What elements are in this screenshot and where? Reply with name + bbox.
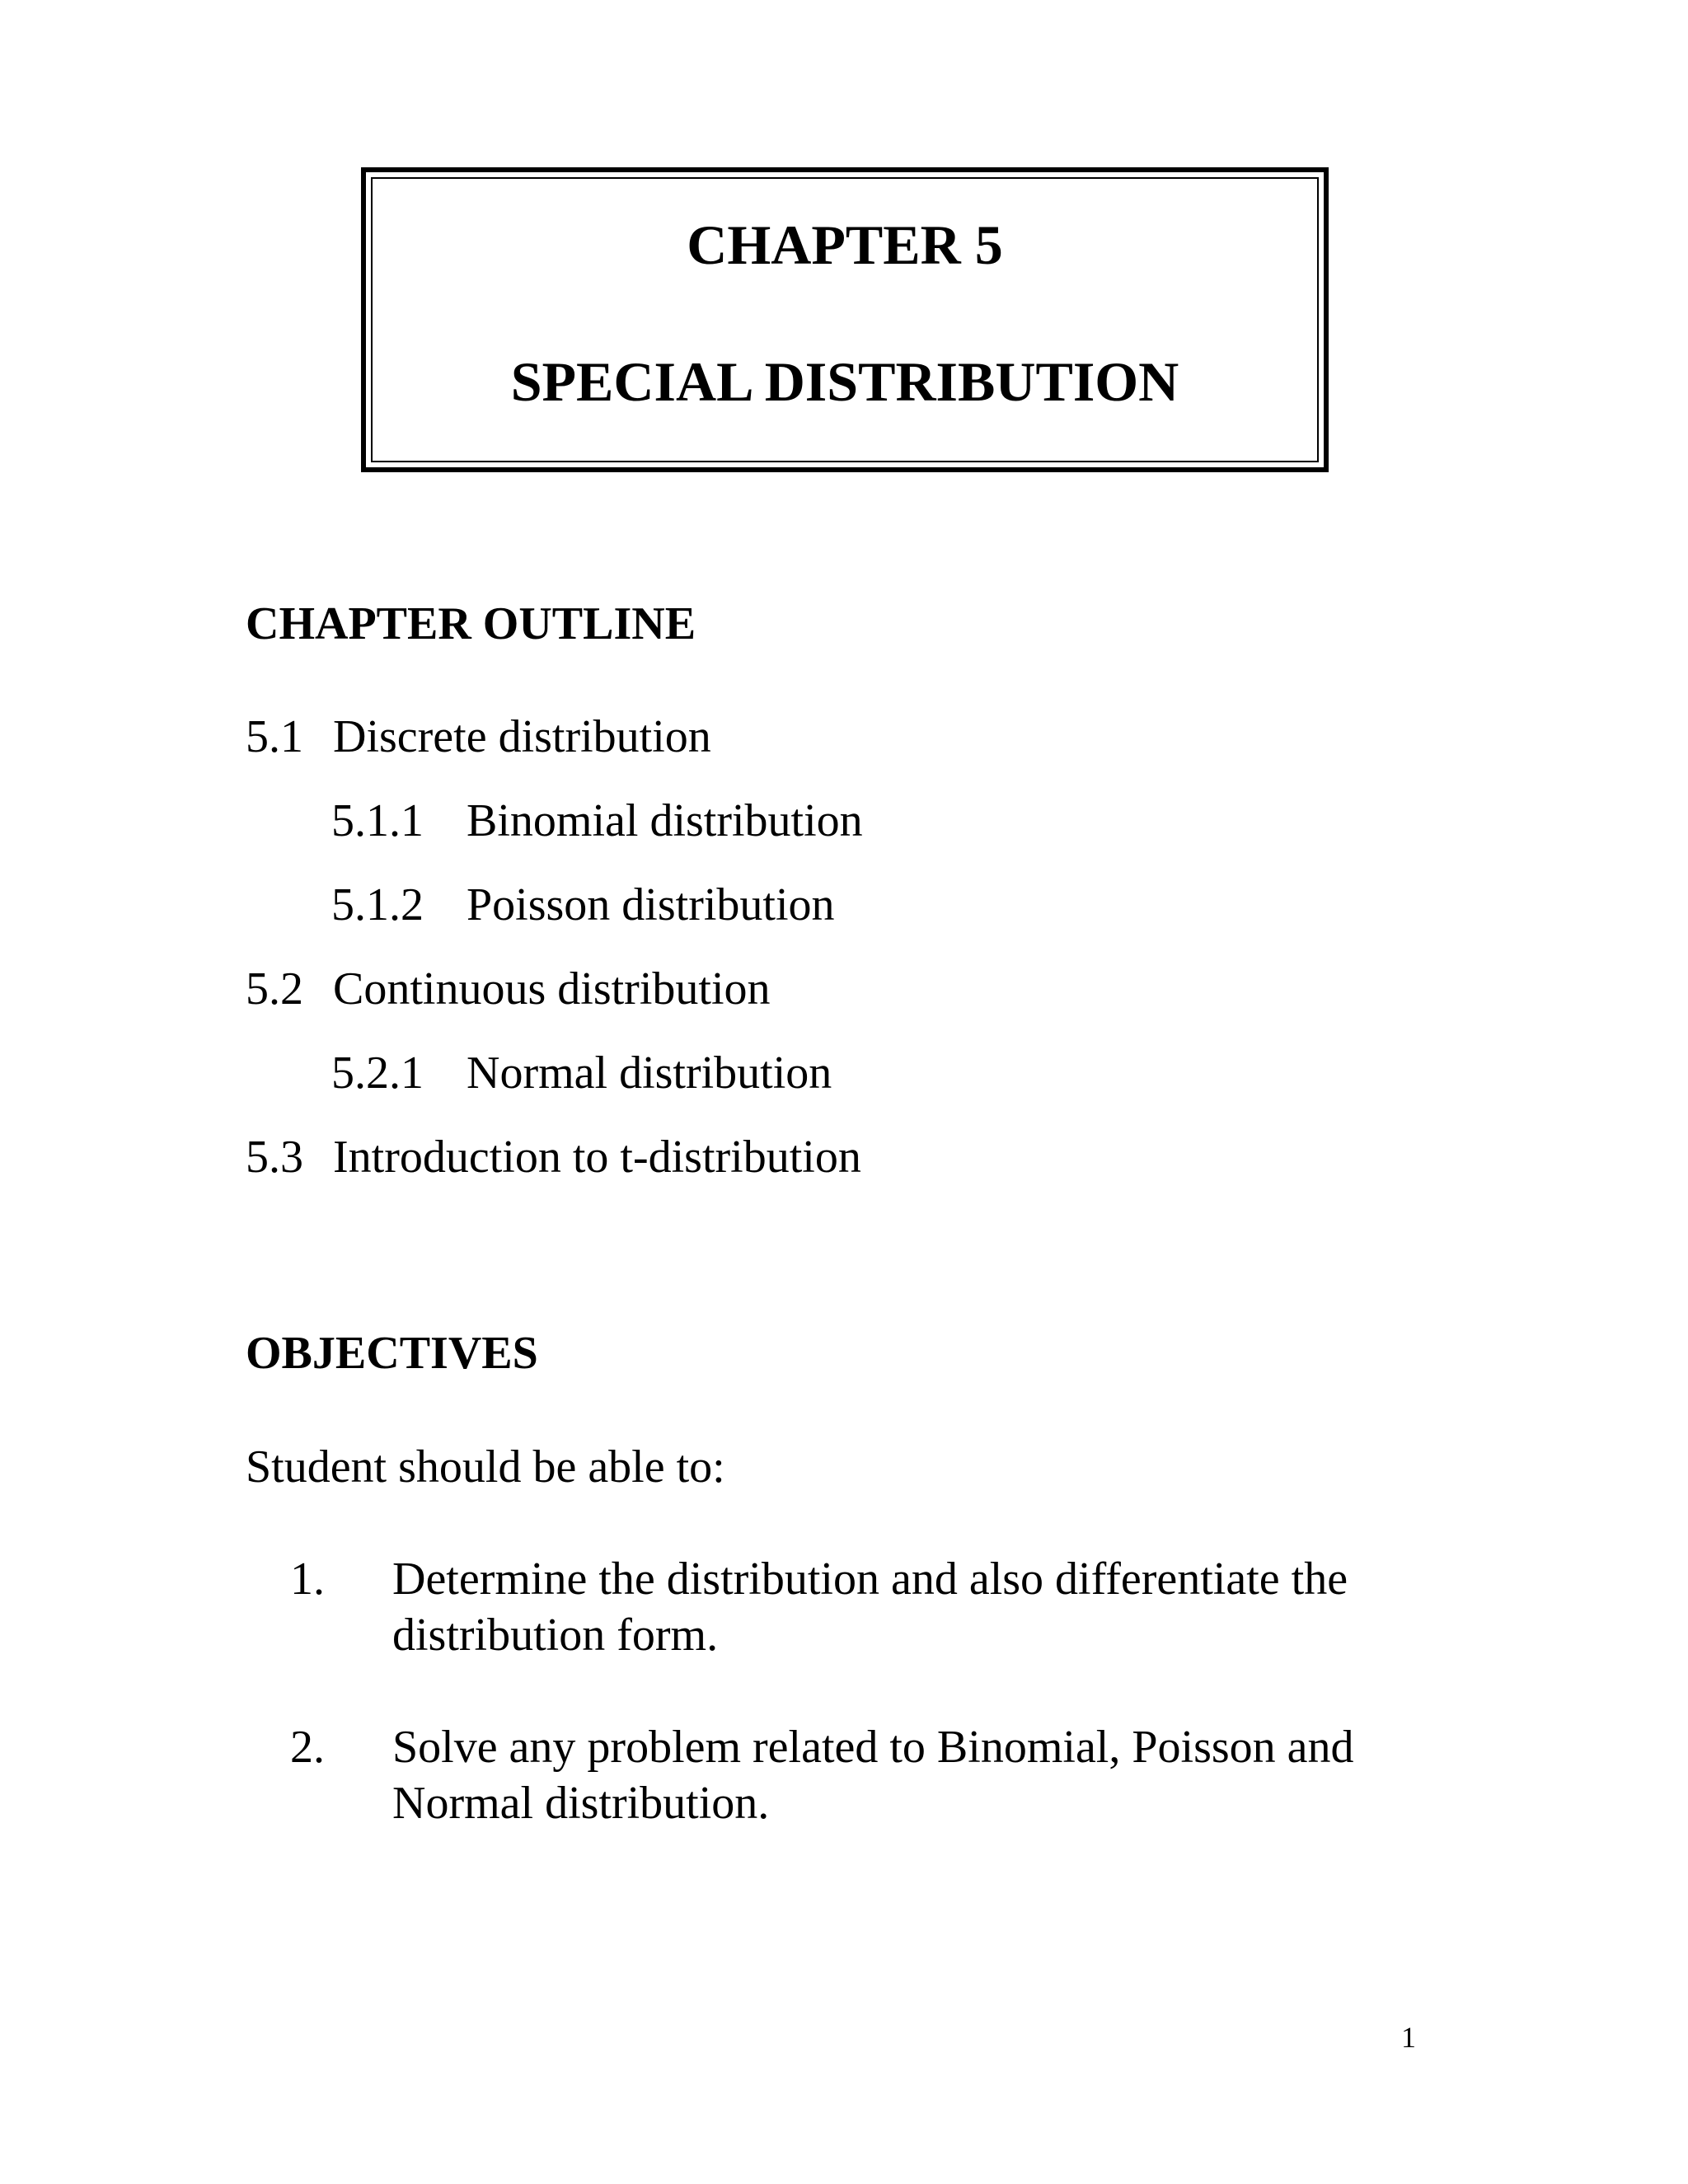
outline-item-label: Normal distribution [467, 1047, 832, 1099]
objectives-intro: Student should be able to: [246, 1441, 725, 1493]
outline-item-number: 5.1.1 [331, 795, 424, 846]
outline-item-number: 5.2 [246, 963, 303, 1015]
objective-text: Solve any problem related to Binomial, Poisson and Normal distribution. [392, 1722, 1354, 1829]
outline-item-5-1 [246, 710, 711, 763]
outline-item-label: Binomial distribution [467, 795, 863, 846]
chapter-title: SPECIAL DISTRIBUTION [510, 350, 1179, 413]
objectives-heading: OBJECTIVES [246, 1328, 538, 1379]
outline-item-5-2 [246, 963, 771, 1015]
outline-item-label: Introduction to t-distribution [333, 1132, 861, 1183]
page-number: 1 [1401, 2021, 1416, 2054]
outline-item-number: 5.3 [246, 1132, 303, 1183]
outline-item-label: Discrete distribution [333, 711, 711, 762]
outline-item-5-1-1 [331, 794, 863, 847]
outline-item-number: 5.1 [246, 711, 303, 762]
outline-item-5-2-1 [331, 1047, 832, 1099]
outline-item-label: Poisson distribution [467, 879, 835, 930]
chapter-title-box-inner [371, 177, 1319, 462]
outline-item-number: 5.1.2 [331, 879, 424, 930]
chapter-title-box [361, 167, 1329, 472]
outline-item-5-3 [246, 1131, 861, 1183]
objective-text: Determine the distribution and also differentiate the distribution form. [392, 1554, 1348, 1661]
chapter-outline-heading: CHAPTER OUTLINE [246, 598, 696, 649]
objective-number: 2. [290, 1722, 325, 1773]
outline-item-number: 5.2.1 [331, 1047, 424, 1099]
outline-item-5-1-2 [331, 879, 835, 931]
objective-number: 1. [290, 1554, 325, 1605]
outline-item-label: Continuous distribution [333, 963, 771, 1015]
chapter-number: CHAPTER 5 [687, 213, 1003, 276]
